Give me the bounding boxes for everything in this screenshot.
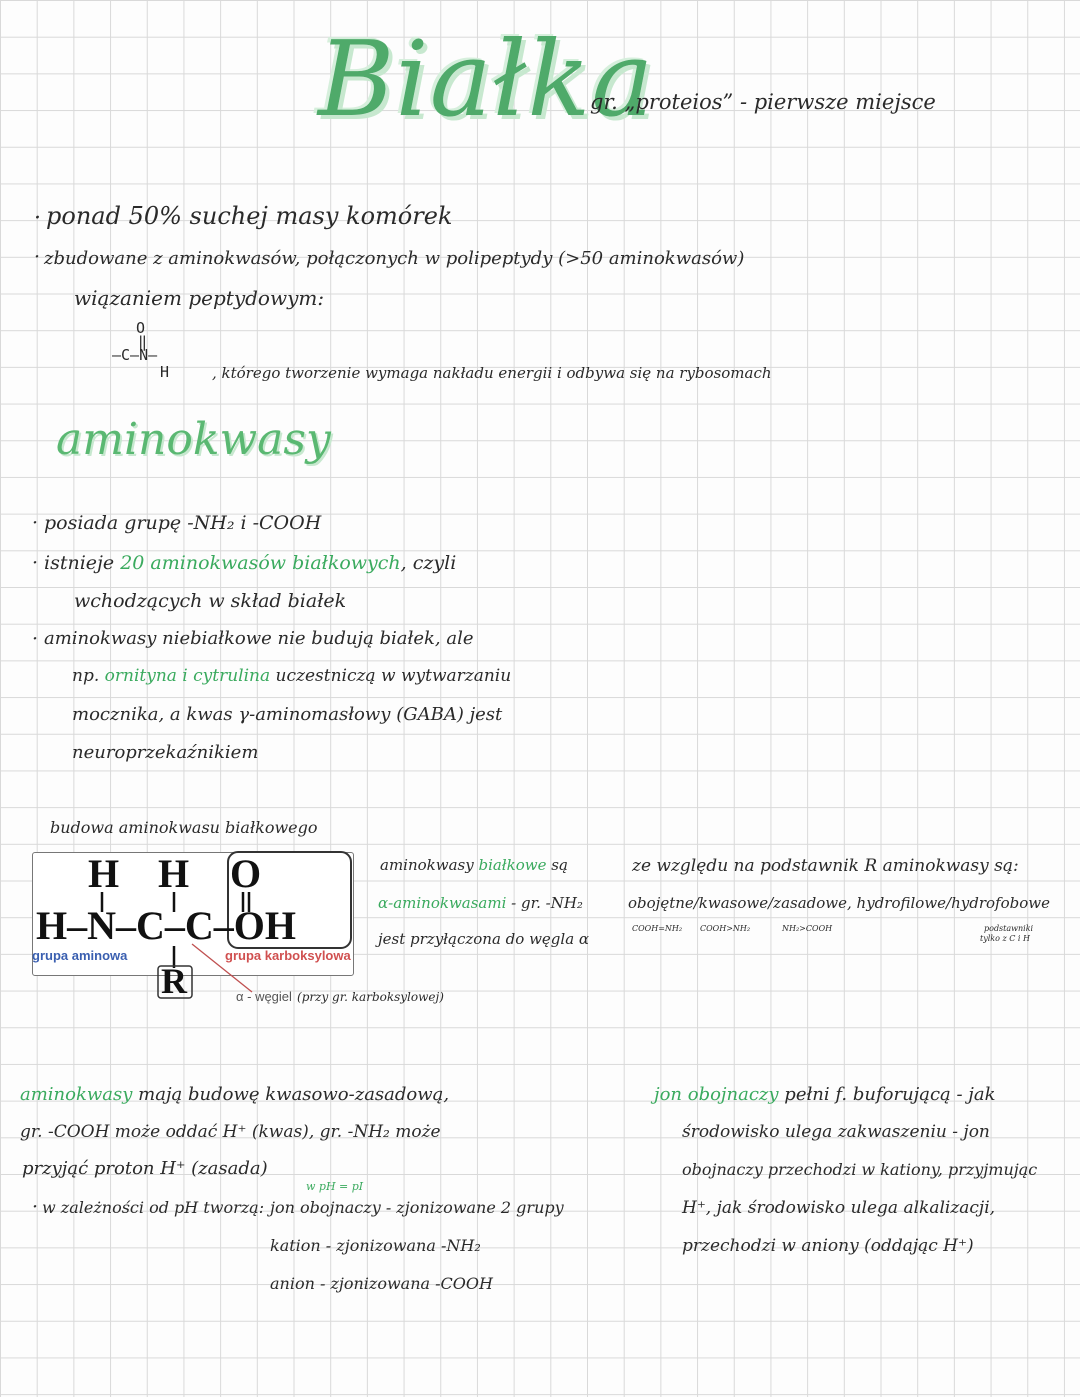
form-cation: kation - zjonizowana -NH₂: [270, 1236, 481, 1255]
atom-r: R: [161, 961, 187, 1001]
bullet: ·: [32, 628, 39, 650]
form-anion: anion - zjonizowana -COOH: [270, 1274, 493, 1293]
classification-sub-4b: tylko z C i H: [980, 934, 1030, 943]
zwitterion-line-4: H⁺, jak środowisko ulega alkalizacji,: [682, 1198, 996, 1218]
aa-point-1: posiada grupę -NH₂ i -COOH: [44, 512, 322, 534]
aa-point-3: aminokwasy niebiałkowe nie budują białek, ale: [44, 628, 474, 649]
carboxyl-group-label: grupa karboksylowa: [225, 948, 351, 963]
section-heading-aminokwasy: aminokwasy: [56, 414, 331, 465]
aa-point-2-line-2: wchodzących w skład białek: [74, 590, 347, 612]
alpha-desc-line-2: [378, 894, 583, 912]
alpha-carbon-text: α - węgiel: [236, 989, 292, 1004]
bond-double: ‖: [138, 333, 148, 351]
amino-group-label: grupa aminowa: [32, 948, 128, 963]
aa-point-2-pre: istnieje: [44, 552, 121, 574]
acid-base-line-4: w zależności od pH tworzą:: [42, 1198, 265, 1217]
bullet: ·: [32, 552, 39, 574]
title-note: gr. „proteios” - pierwsze miejsce: [590, 90, 936, 114]
aa-point-3-line-2: [72, 666, 511, 686]
alpha-carbon-label: [236, 986, 444, 1005]
zwitterion-line-2: środowisko ulega zakwaszeniu - jon: [682, 1122, 990, 1142]
aa-point-3-post: uczestniczą w wytwarzaniu: [270, 666, 512, 686]
aa-point-2-post: , czyli: [400, 552, 457, 574]
bond-main: —C–N—: [112, 346, 158, 364]
bond-description: , którego tworzenie wymaga nakładu energii i odbywa się na rybosomach: [212, 364, 772, 382]
bullet: ·: [32, 512, 39, 534]
classification-line-1: ze względu na podstawnik R aminokwasy są:: [632, 856, 1019, 876]
classification-sub-3: NH₂>COOH: [782, 924, 833, 933]
structure-heading: budowa aminokwasu białkowego: [50, 818, 318, 837]
atom-o: O: [230, 851, 262, 896]
alpha-desc-line-2-post: - gr. -NH₂: [506, 894, 583, 912]
structure-backbone: H–N–C–C–OH: [36, 903, 296, 948]
aa-point-3-line-3: mocznika, a kwas γ-aminomasłowy (GABA) jest: [72, 704, 503, 725]
acid-base-line-2: gr. -COOH może oddać H⁺ (kwas), gr. -NH₂ może: [20, 1122, 441, 1142]
zwitterion-line-3: obojnaczy przechodzi w kationy, przyjmując: [682, 1160, 1038, 1179]
page-title: Białka: [318, 18, 655, 140]
bond-o: O: [136, 319, 146, 337]
zwitterion-line-1: [654, 1084, 996, 1105]
alpha-desc-post: są: [546, 856, 568, 874]
atom-h-1: H: [88, 851, 120, 896]
peptide-bond-formula: [112, 320, 169, 381]
bullet: ·: [34, 206, 41, 231]
acid-base-highlight: aminokwasy: [20, 1084, 133, 1105]
alpha-desc-highlight: białkowe: [478, 856, 547, 874]
classification-sub-4a: podstawniki: [984, 924, 1034, 933]
alpha-aminoacids-highlight: α-aminokwasami: [378, 894, 507, 912]
aa-point-3-pre: np.: [72, 666, 105, 686]
acid-base-line-3: przyjąć proton H⁺ (zasada): [22, 1158, 268, 1179]
classification-sub-2: COOH>NH₂: [700, 924, 751, 933]
bond-h: H: [160, 363, 170, 381]
acid-base-line-1-post: mają budowę kwasowo-zasadową,: [132, 1084, 450, 1105]
alpha-carbon-note: (przy gr. karboksylowej): [297, 990, 444, 1004]
acid-base-line-1: [20, 1084, 449, 1105]
bullet: ·: [32, 1196, 39, 1218]
intro-line-3: wiązaniem peptydowym:: [74, 286, 325, 310]
intro-line-2: zbudowane z aminokwasów, połączonych w polipeptydy (>50 aminokwasów): [44, 248, 745, 269]
intro-line-1: ponad 50% suchej masy komórek: [46, 202, 453, 230]
atom-h-2: H: [158, 851, 190, 896]
alpha-desc-pre: aminokwasy: [380, 856, 479, 874]
classification-line-2: obojętne/kwasowe/zasadowe, hydrofilowe/hydrofobowe: [628, 894, 1050, 912]
classification-sub-1: COOH=NH₂: [632, 924, 683, 933]
zwitterion-line-1-post: pełni f. buforującą - jak: [778, 1084, 996, 1105]
alpha-desc-line-1: [380, 856, 568, 874]
ph-note: w pH = pI: [306, 1180, 364, 1193]
aa-point-2: [44, 552, 456, 574]
zwitterion-highlight: jon obojnaczy: [654, 1084, 779, 1105]
aa-point-2-highlight: 20 aminokwasów białkowych: [120, 552, 401, 574]
bullet: ·: [34, 246, 41, 268]
aa-point-3-line-4: neuroprzekaźnikiem: [72, 742, 259, 763]
alpha-desc-line-3: jest przyłączona do węgla α: [378, 930, 590, 948]
zwitterion-line-5: przechodzi w aniony (oddając H⁺): [682, 1236, 974, 1256]
form-zwitterion: jon obojnaczy - zjonizowane 2 grupy: [270, 1198, 564, 1217]
aa-point-3-highlight: ornityna i cytrulina: [104, 666, 271, 686]
